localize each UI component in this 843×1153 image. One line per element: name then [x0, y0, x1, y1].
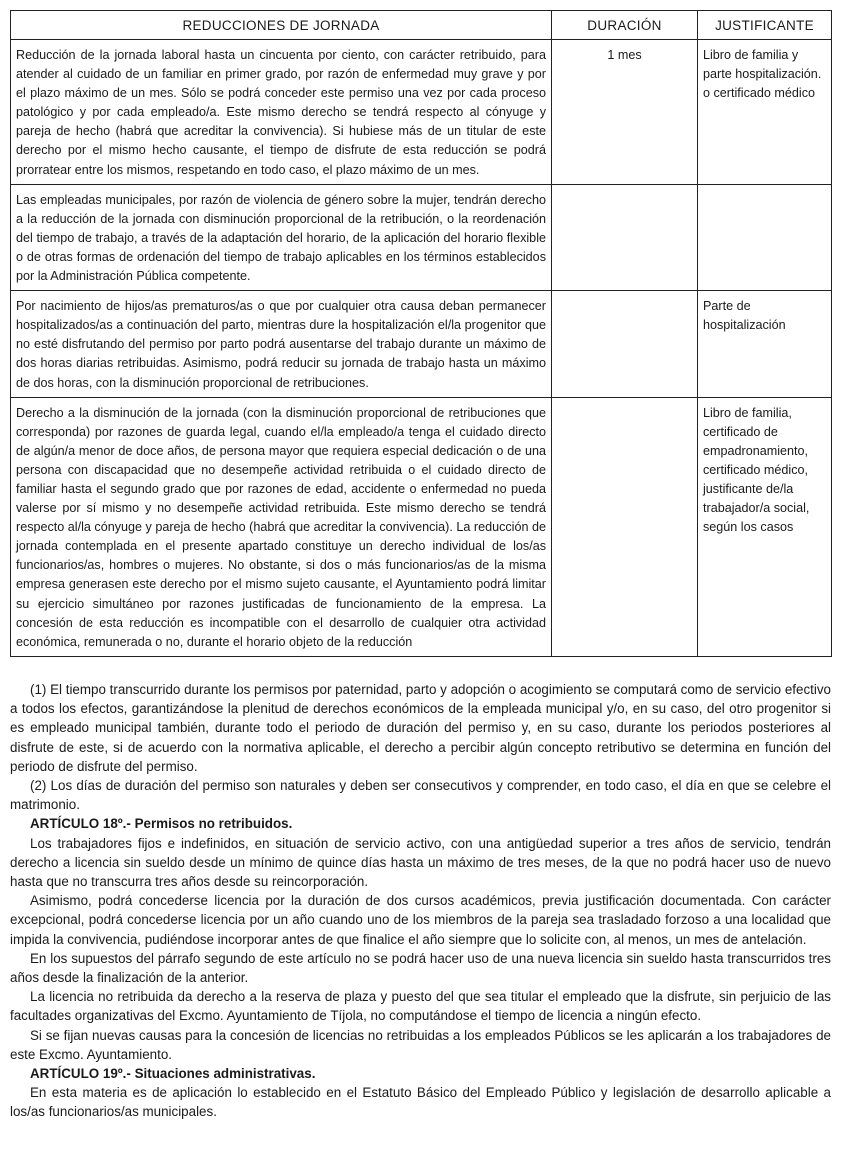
- table-row: [11, 397, 832, 656]
- row-duration: 1 mes: [552, 40, 698, 185]
- table-header-row: [11, 11, 832, 40]
- article-18-heading: ARTÍCULO 18º.- Permisos no retribuidos.: [30, 816, 293, 832]
- article-18-paragraph: Los trabajadores fijos e indefinidos, en situación de servicio activo, con una antigüedad superior a tres años de servicio, tendrán derecho a licencia sin sueldo desde un mínimo de quince días hasta un máximo de tres meses, de la que no podrá hacer uso de nuevo hasta que no transcurra tres años desde su reincorporación.: [10, 835, 831, 890]
- row-description: Derecho a la disminución de la jornada (con la disminución proporcional de retribuciones que corresponda) por razones de guarda legal, cuando el/la empleado/a tenga el cuidado directo de algún/a menor de doce años, de persona mayor que requiera especial dedicación o de una persona con discapacidad que no desempeñe actividad retribuida o el cuidado directo de familiar hasta el segundo grado que por razones de edad, accidente o enfermedad no pueda valerse por sí mismo y no desempeñe actividad retribuida. Este mismo derecho se tendrá respecto al/la cónyuge y pareja de hecho (habrá que acreditar la convivencia). La reducción de jornada contemplada en el presente apartado constituye un derecho individual de los/as funcionarios/as, hombres o mujeres. No obstante, si dos o más funcionarios/as de la misma empresa generasen este derecho por el mismo sujeto causante, el Ayuntamiento podrá limitar su ejercicio simultáneo por razones justificadas de funcionamiento de la empresa. La concesión de esta reducción es incompatible con el desarrollo de cualquier otra actividad económica, remunerada o no, durante el horario objeto de la reducción: [11, 397, 552, 656]
- row-description: Reducción de la jornada laboral hasta un cincuenta por ciento, con carácter retribuido, para atender al cuidado de un familiar en primer grado, por razón de enfermedad muy grave y por el plazo máximo de un mes. Sólo se podrá conceder este permiso una vez por cada proceso patológico y por cada empleado/a. Este mismo derecho se tendrá respecto al cónyuge y pareja de hecho (habrá que acreditar la convivencia). Si hubiese más de un titular de este derecho por el mismo hecho causante, el tiempo de disfrute de esta reducción se podrá prorratear entre los mismos, respetando en todo caso, el plazo máximo de un mes.: [11, 40, 552, 185]
- row-description: Por nacimiento de hijos/as prematuros/as o que por cualquier otra causa deban permanecer hospitalizados/as a continuación del parto, mientras dure la hospitalización el/la progenitor que no esté disfrutando del permiso por parto podrá ausentarse del trabajo durante un máximo de dos horas diarias retribuidas. Asimismo, podrá reducir su jornada de trabajo hasta un máximo de dos horas, con la disminución proporcional de retribuciones.: [11, 291, 552, 397]
- row-description: Las empleadas municipales, por razón de violencia de género sobre la mujer, tendrán derecho a la reducción de la jornada con disminución proporcional de la retribución, o la reordenación del tiempo de trabajo, a través de la adaptación del horario, de la aplicación del horario flexible o de otras formas de ordenación del tiempo de trabajo aplicables en los términos establecidos por la Administración Pública competente.: [11, 184, 552, 290]
- row-justification: [698, 184, 832, 290]
- row-duration: [552, 291, 698, 397]
- table-row: [11, 40, 832, 185]
- article-18-paragraph: En los supuestos del párrafo segundo de este artículo no se podrá hacer uso de una nueva licencia sin sueldo hasta transcurridos tres años desde la finalización de la anterior.: [10, 950, 831, 986]
- row-justification: Libro de familia y parte hospitalización. o certificado médico: [698, 40, 832, 185]
- note-2: (2) Los días de duración del permiso son naturales y deben ser consecutivos y comprender, en todo caso, el día en que se celebre el matrimonio.: [10, 778, 831, 813]
- article-18-paragraph: La licencia no retribuida da derecho a la reserva de plaza y puesto del que sea titular el empleado que la disfrute, sin perjuicio de las facultades organizativas del Excmo. Ayuntamiento de Tíjola, no computándose el tiempo de licencia a ningún efecto.: [10, 989, 831, 1024]
- row-duration: [552, 184, 698, 290]
- note-1: (1) El tiempo transcurrido durante los permisos por paternidad, parto y adopción o acogimiento se computará como de servicio efectivo a todos los efectos, garantizándose la plenitud de derechos económicos de la empleada municipal y/o, en su caso, del otro progenitor si es empleado municipal también, durante todo el periodo de duración del permiso y, en su caso, durante los periodos posteriores al disfrute de este, si de acuerdo con la normativa aplicable, el derecho a percibir algún concepto retributivo se determina en función del periodo de disfrute del permiso.: [10, 682, 831, 774]
- document-body: [10, 680, 831, 1122]
- header-duration: DURACIÓN: [552, 11, 698, 40]
- table-row: [11, 184, 832, 290]
- row-justification: Libro de familia, certificado de empadronamiento, certificado médico, justificante de/la trabajador/a social, según los casos: [698, 397, 832, 656]
- header-justification: JUSTIFICANTE: [698, 11, 832, 40]
- table-row: [11, 291, 832, 397]
- article-19-paragraph: En esta materia es de aplicación lo establecido en el Estatuto Básico del Empleado Público y legislación de desarrollo aplicable a los/as funcionarios/as municipales.: [10, 1085, 831, 1120]
- reductions-table: [10, 10, 832, 657]
- article-18-paragraph: Asimismo, podrá concederse licencia por la duración de dos cursos académicos, previa justificación documentada. Con carácter excepcional, podrá concederse licencia por un año cuando uno de los miembros de la pareja sea trasladado forzoso a una localidad que impida la convivencia, pudiéndose incorporar antes de que finalice el año siempre que lo solicite con, al menos, un mes de antelación.: [10, 893, 831, 947]
- header-reductions: REDUCCIONES DE JORNADA: [11, 11, 552, 40]
- article-18-paragraph: Si se fijan nuevas causas para la concesión de licencias no retribuidas a los empleados Públicos se les aplicarán a los trabajadores de este Excmo. Ayuntamiento.: [10, 1027, 831, 1062]
- row-justification: Parte de hospitalización: [698, 291, 832, 397]
- article-19-heading: ARTÍCULO 19º.- Situaciones administrativas.: [30, 1066, 316, 1082]
- row-duration: [552, 397, 698, 656]
